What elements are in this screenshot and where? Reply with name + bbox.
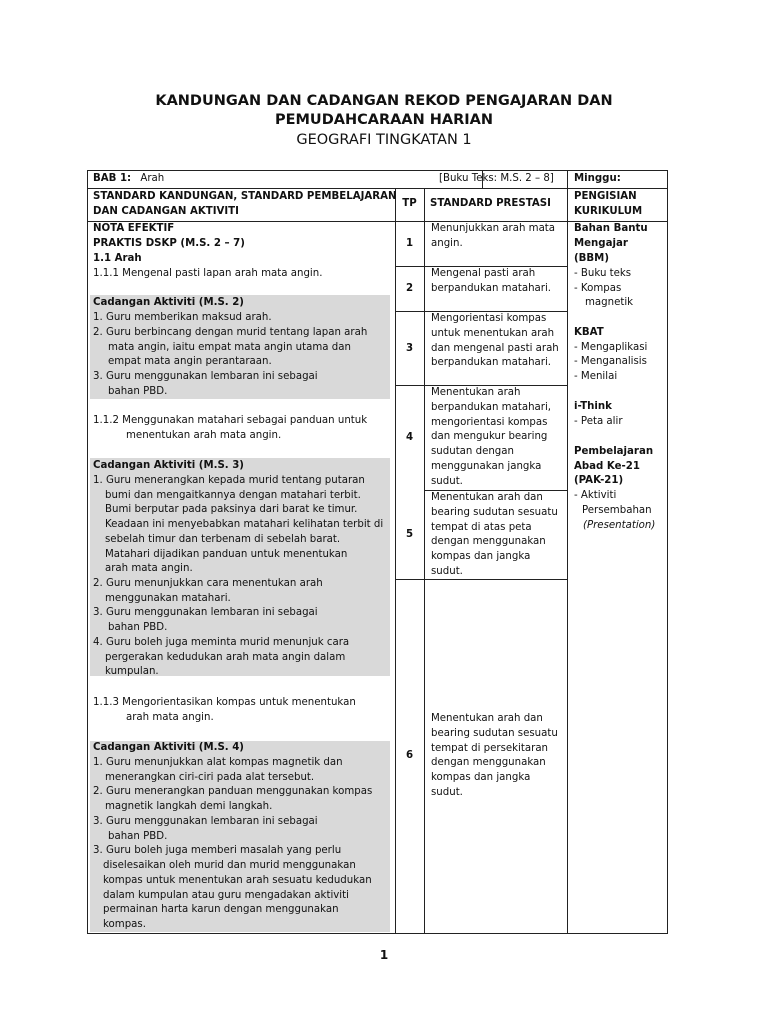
tp-number: 1: [405, 238, 414, 249]
header-pengisian-line-2: KURIKULUM: [574, 206, 643, 217]
nota-efektif: NOTA EFEKTIF: [93, 223, 175, 234]
bbm-heading: Mengajar: [574, 238, 628, 249]
pak21-heading: Pembelajaran: [574, 446, 654, 457]
activity-line: 1. Guru menunjukkan alat kompas magnetik dan: [93, 757, 343, 768]
learning-standard: 1.1.2 Menggunakan matahari sebagai panduan untuk: [93, 415, 368, 426]
activity-line: 3. Guru menggunakan lembaran ini sebagai: [93, 607, 318, 618]
document-title-line-1: KANDUNGAN DAN CADANGAN REKOD PENGAJARAN DAN: [155, 93, 613, 109]
pengisian-item: - Buku teks: [574, 268, 632, 279]
prestasi-text: Mengorientasi kompas untuk menentukan arah dan mengenal pasti arah berpandukan matahari.: [431, 313, 559, 369]
activity-line: magnetik langkah demi langkah.: [105, 801, 273, 812]
lesson-plan-table: [87, 170, 668, 934]
pengisian-item: - Peta alir: [574, 416, 623, 427]
activity-line: Bumi berputar pada paksinya dari barat ke timur.: [105, 504, 358, 515]
column-divider: [424, 188, 425, 933]
activity-line: 2. Guru menunjukkan cara menentukan arah: [93, 578, 323, 589]
activity-line: 3. Guru menggunakan lembaran ini sebagai: [93, 371, 318, 382]
activity-line: 3. Guru boleh juga memberi masalah yang perlu: [93, 845, 342, 856]
header-tp: TP: [402, 198, 417, 209]
bbm-heading: (BBM): [574, 253, 609, 264]
section-heading: 1.1 Arah: [93, 253, 142, 264]
bab-row: [93, 172, 164, 187]
tp-number: 6: [405, 750, 414, 761]
activity-line: pergerakan kedudukan arah mata angin dalam: [105, 652, 346, 663]
activity-line: mata angin, iaitu empat mata angin utama dan: [108, 342, 351, 353]
pengisian-item: magnetik: [585, 297, 634, 308]
row-divider: [88, 188, 667, 189]
activity-line: Keadaan ini menyebabkan matahari kelihatan terbit di: [105, 519, 384, 530]
standard-column: [88, 222, 394, 932]
document-subtitle: GEOGRAFI TINGKATAN 1: [296, 132, 472, 148]
prestasi-text: Menentukan arah dan bearing sudutan sesuatu tempat di atas peta dengan menggunakan kompas dan jangka sudut.: [431, 492, 558, 577]
activity-line: 4. Guru boleh juga meminta murid menunjuk cara: [93, 637, 350, 648]
column-divider: [395, 188, 396, 933]
activity-line: bahan PBD.: [108, 386, 168, 397]
bab-value: Arah: [140, 173, 165, 184]
activity-line: kumpulan.: [105, 666, 159, 677]
activity-line: bumi dan mengaitkannya dengan matahari terbit.: [105, 490, 361, 501]
pengisian-item: (Presentation): [583, 520, 656, 531]
prestasi-text: Mengenal pasti arah berpandukan matahari.: [431, 268, 552, 294]
pengisian-item: - Mengaplikasi: [574, 342, 648, 353]
pengisian-item: - Menganalisis: [574, 356, 647, 367]
tp-number: 5: [405, 529, 414, 540]
kbat-heading: KBAT: [574, 327, 604, 338]
learning-standard: menentukan arah mata angin.: [126, 430, 282, 441]
learning-standard: 1.1.1 Mengenal pasti lapan arah mata angin.: [93, 268, 323, 279]
activity-line: diselesaikan oleh murid dan murid menggunakan: [103, 860, 356, 871]
column-divider: [567, 171, 568, 933]
activity-heading: Cadangan Aktiviti (M.S. 2): [93, 297, 244, 308]
bab-label: BAB 1:: [93, 173, 132, 184]
prestasi-text: Menentukan arah berpandukan matahari, mengorientasi kompas dan mengukur bearing sudutan dengan menggunakan jangka sudut.: [431, 387, 552, 487]
minggu-label: Minggu:: [574, 173, 621, 184]
pak21-heading: Abad Ke-21: [574, 461, 640, 472]
pengisian-item: - Menilai: [574, 371, 618, 382]
header-pengisian-line-1: PENGISIAN: [574, 191, 637, 202]
header-standard-prestasi: STANDARD PRESTASI: [430, 198, 551, 209]
praktis-dskp: PRAKTIS DSKP (M.S. 2 – 7): [93, 238, 245, 249]
activity-line: permainan harta karun dengan menggunakan: [103, 904, 339, 915]
activity-line: Matahari dijadikan panduan untuk menentukan: [105, 549, 348, 560]
activity-line: 2. Guru berbincang dengan murid tentang lapan arah: [93, 327, 368, 338]
pengisian-item: Persembahan: [582, 505, 652, 516]
activity-line: 1. Guru menerangkan kepada murid tentang putaran: [93, 475, 365, 486]
ithink-heading: i-Think: [574, 401, 612, 412]
activity-line: 2. Guru menerangkan panduan menggunakan kompas: [93, 786, 373, 797]
document-title-line-2: PEMUDAHCARAAN HARIAN: [274, 112, 494, 128]
activity-line: menggunakan matahari.: [105, 593, 231, 604]
activity-line: 1. Guru memberikan maksud arah.: [93, 312, 272, 323]
activity-line: 3. Guru menggunakan lembaran ini sebagai: [93, 816, 318, 827]
tp-number: 3: [405, 343, 414, 354]
prestasi-text: Menunjukkan arah mata angin.: [431, 223, 556, 249]
buku-teks-reference: [Buku Teks: M.S. 2 – 8]: [439, 173, 554, 184]
activity-line: kompas.: [103, 919, 146, 930]
activity-heading: Cadangan Aktiviti (M.S. 3): [93, 460, 244, 471]
pengisian-item: - Kompas: [574, 283, 622, 294]
header-standard-line-2: DAN CADANGAN AKTIVITI: [93, 206, 239, 217]
activity-line: bahan PBD.: [108, 831, 168, 842]
bbm-heading: Bahan Bantu: [574, 223, 648, 234]
activity-heading: Cadangan Aktiviti (M.S. 4): [93, 742, 244, 753]
learning-standard: arah mata angin.: [126, 712, 214, 723]
activity-line: kompas untuk menentukan arah sesuatu kedudukan: [103, 875, 372, 886]
activity-line: arah mata angin.: [105, 563, 193, 574]
tp-number: 4: [405, 432, 414, 443]
activity-line: sebelah timur dan terbenam di sebelah barat.: [105, 534, 341, 545]
prestasi-text: Menentukan arah dan bearing sudutan sesuatu tempat di persekitaran dengan menggunakan kompas dan jangka sudut.: [431, 713, 558, 798]
header-standard-line-1: STANDARD KANDUNGAN, STANDARD PEMBELAJARAN: [93, 191, 397, 202]
activity-line: menerangkan ciri-ciri pada alat tersebut.: [105, 772, 315, 783]
activity-line: dalam kumpulan atau guru mengadakan aktiviti: [103, 890, 349, 901]
activity-line: bahan PBD.: [108, 622, 168, 633]
pengisian-item: - Aktiviti: [574, 490, 617, 501]
page-number: 1: [379, 948, 389, 962]
pak21-heading: (PAK-21): [574, 475, 624, 486]
learning-standard: 1.1.3 Mengorientasikan kompas untuk menentukan: [93, 697, 356, 708]
activity-line: empat mata angin perantaraan.: [108, 356, 272, 367]
tp-number: 2: [405, 283, 414, 294]
